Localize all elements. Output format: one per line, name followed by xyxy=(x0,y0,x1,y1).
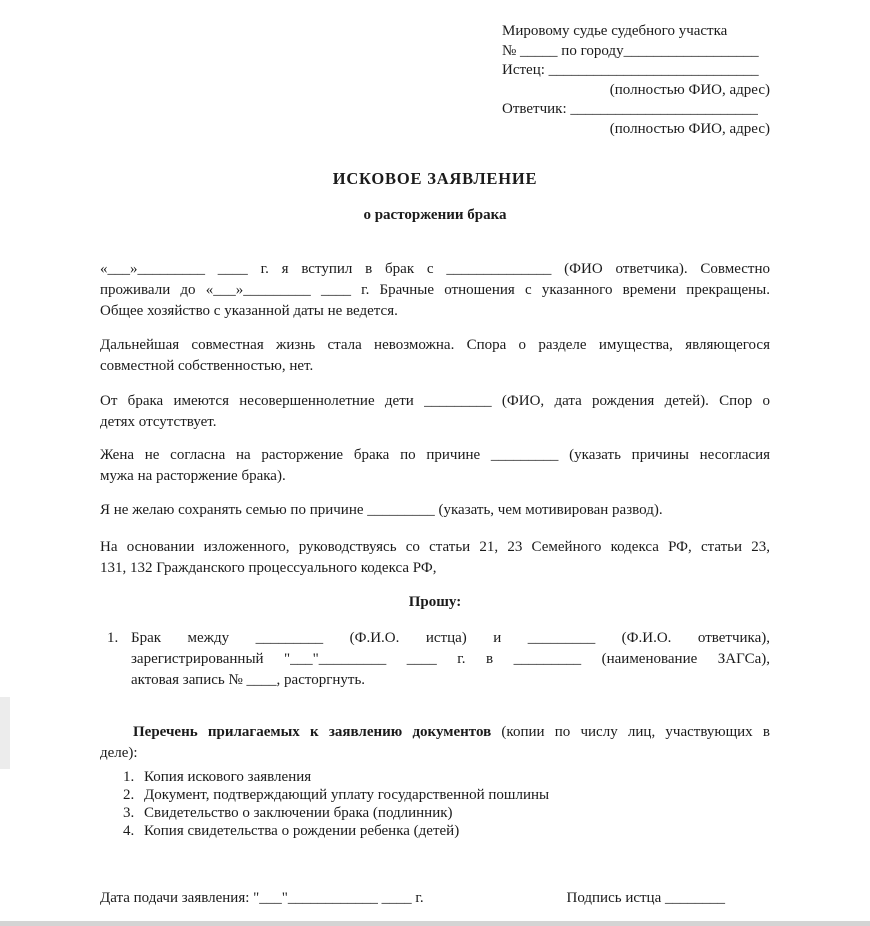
text-line xyxy=(100,722,770,743)
defendant-line: Ответчик: _________________________ xyxy=(502,101,758,117)
paragraph-marriage-info xyxy=(100,259,770,322)
attachments-lead-bold: Перечень прилагаемых к заявлению документов xyxy=(133,724,492,740)
text-line: От брака имеются несовершеннолетние дети _________ (ФИО, дата рождения детей). Спор о xyxy=(100,393,770,409)
signature-label: Подпись истца ________ xyxy=(566,890,725,906)
list-item xyxy=(100,768,770,786)
text-line: актовая запись № ____, расторгнуть. xyxy=(131,672,366,688)
footer-row xyxy=(100,888,770,909)
text-line: зарегистрированный "___"_________ ____ г. в _________ (наименование ЗАГСа), xyxy=(131,651,770,667)
document-title: ИСКОВОЕ ЗАЯВЛЕНИЕ xyxy=(332,169,538,188)
paragraph-wife-disagreement xyxy=(100,445,770,487)
attachments-list xyxy=(100,768,770,840)
attachments-lead xyxy=(100,722,770,764)
paragraph-children xyxy=(100,391,770,433)
request-item-text xyxy=(131,628,770,691)
text-line: Дальнейшая совместная жизнь стала невозможна. Спора о разделе имущества, являющегося xyxy=(100,337,770,353)
text-line: деле): xyxy=(100,745,138,761)
list-item-number: 2. xyxy=(123,787,135,803)
text-line: «___»_________ ____ г. я вступил в брак с ______________ (ФИО ответчика). Совместно xyxy=(100,261,770,277)
paragraph-legal-basis xyxy=(100,537,770,579)
list-item xyxy=(100,804,770,822)
text-line: 131, 132 Гражданского процессуального кодекса РФ, xyxy=(100,560,437,576)
filing-date-label: Дата подачи заявления: "___"____________ ____ г. xyxy=(100,890,424,906)
list-item xyxy=(100,786,770,804)
paragraph-divorce-motivation xyxy=(100,500,770,521)
list-item-text: Копия искового заявления xyxy=(144,769,312,785)
request-item-number: 1. xyxy=(107,630,119,646)
scan-artifact-left xyxy=(0,697,10,769)
request-heading: Прошу: xyxy=(408,594,462,610)
court-address-block xyxy=(502,22,770,139)
paragraph-joint-life xyxy=(100,335,770,377)
text-line: совместной собственностью, нет. xyxy=(100,358,314,374)
text-line: На основании изложенного, руководствуясь со статьи 21, 23 Семейного кодекса РФ, статьи 23, xyxy=(100,539,770,555)
list-item-text: Копия свидетельства о рождении ребенка (детей) xyxy=(144,823,460,839)
attachments-lead-rest: (копии по числу лиц, участвующих в xyxy=(491,724,770,740)
list-item-text: Свидетельство о заключении брака (подлинник) xyxy=(144,805,453,821)
request-item xyxy=(100,628,770,691)
plaintiff-hint: (полностью ФИО, адрес) xyxy=(609,81,770,98)
scan-artifact-bottom xyxy=(0,921,870,926)
text-line: мужа на расторжение брака). xyxy=(100,468,286,484)
list-item-number: 3. xyxy=(123,805,135,821)
court-number-line: № _____ по городу__________________ xyxy=(502,42,759,59)
list-item xyxy=(100,822,770,840)
court-line: Мировому судье судебного участка xyxy=(502,23,728,39)
plaintiff-line: Истец: ____________________________ xyxy=(502,62,759,78)
list-item-number: 4. xyxy=(123,823,135,839)
list-item-text: Документ, подтверждающий уплату государственной пошлины xyxy=(144,787,550,803)
document-subtitle: о расторжении брака xyxy=(363,207,507,223)
text-line: Брак между _________ (Ф.И.О. истца) и _________ (Ф.И.О. ответчика), xyxy=(131,630,770,646)
list-item-number: 1. xyxy=(123,769,135,785)
text-line: проживали до «___»_________ ____ г. Брачные отношения с указанного времени прекращены. xyxy=(100,282,770,298)
text-line: Жена не согласна на расторжение брака по причине _________ (указать причины несогласия xyxy=(100,447,770,463)
text-line: Я не желаю сохранять семью по причине _________ (указать, чем мотивирован развод). xyxy=(100,502,663,518)
text-line: Общее хозяйство с указанной даты не ведется. xyxy=(100,303,398,319)
text-line: детях отсутствует. xyxy=(100,414,217,430)
defendant-hint: (полностью ФИО, адрес) xyxy=(609,120,770,137)
